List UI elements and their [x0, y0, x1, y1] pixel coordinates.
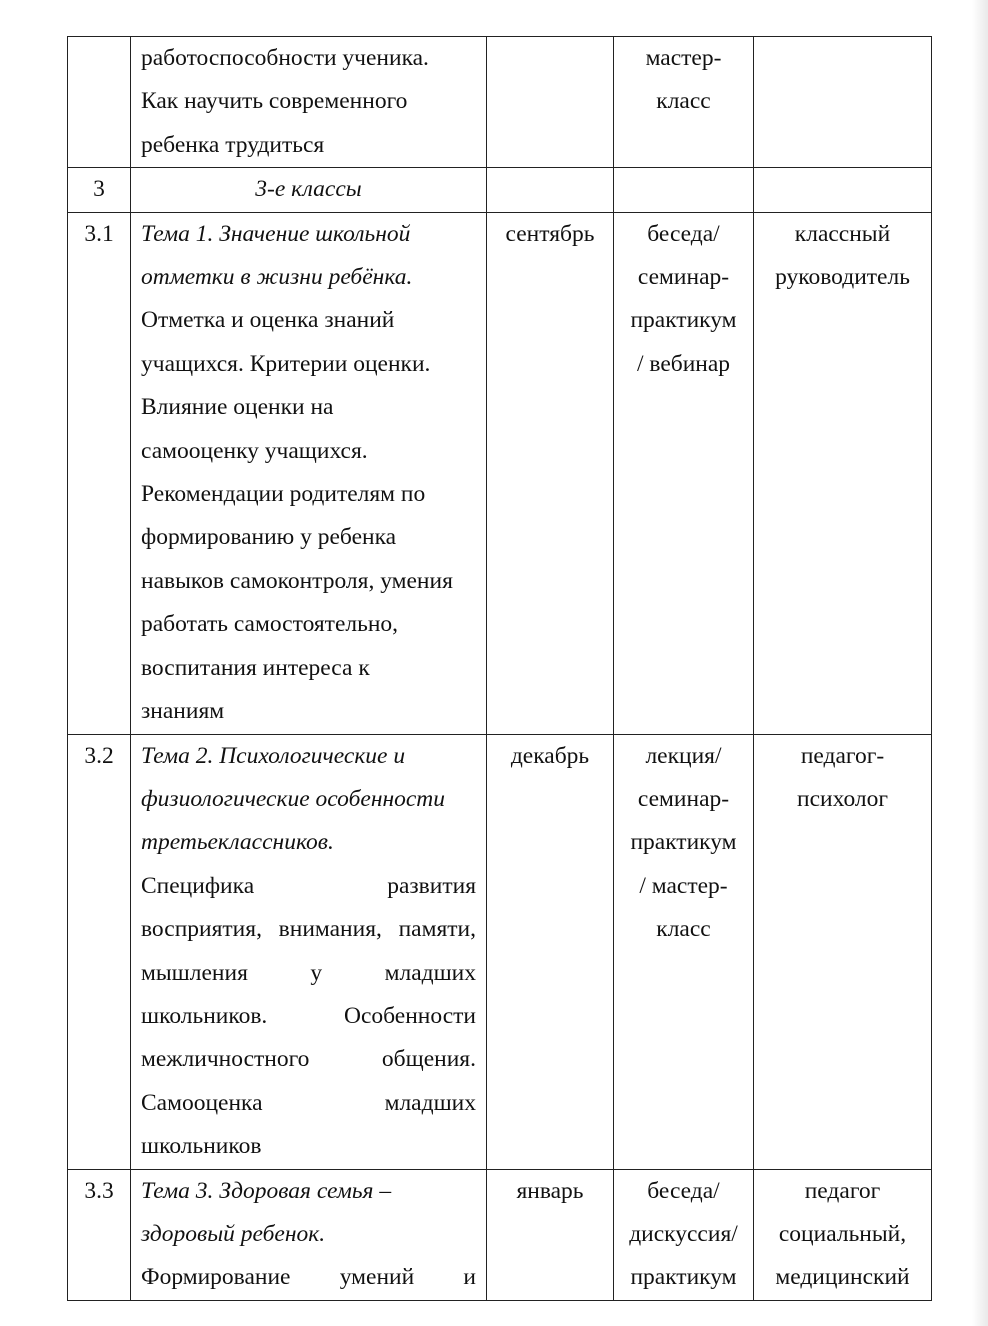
theme-line: отметки в жизни ребёнка. [141, 264, 413, 291]
form-line: беседа/ [647, 220, 720, 247]
cell-date: декабрь [487, 734, 614, 1169]
body-line: самооценку учащихся. [141, 437, 368, 464]
body-line: навыков самоконтроля, умения [141, 567, 453, 594]
theme-line: Тема 2. Психологические и [141, 742, 406, 769]
cell-responsible [754, 1169, 932, 1300]
cell-date: сентябрь [487, 212, 614, 734]
plan-table [67, 36, 932, 1301]
body-line: межличностного общения. [141, 1046, 476, 1073]
theme-line: здоровый ребенок. [141, 1220, 326, 1247]
section-title: 3-е классы [131, 168, 487, 212]
body-line: Формирование умений и [141, 1264, 476, 1291]
responsible-line: социальный, [778, 1220, 907, 1247]
cell-date [487, 168, 614, 212]
table-row [68, 1169, 932, 1300]
body-line: школьников [141, 1133, 262, 1160]
table-row-section [68, 168, 932, 212]
cell-date: январь [487, 1169, 614, 1300]
cell-form [614, 1169, 754, 1300]
form-line: практикум [630, 1264, 737, 1291]
body-line: Самооценка младших [141, 1089, 476, 1116]
cell-form [614, 37, 754, 168]
form-line: класс [656, 88, 711, 115]
table-row [68, 212, 932, 734]
form-line: беседа/ [647, 1177, 720, 1204]
cell-responsible [754, 212, 932, 734]
cell-date [487, 37, 614, 168]
form-line: семинар- [637, 264, 730, 291]
form-line: практикум [630, 829, 737, 856]
body-line: Специфика развития [141, 872, 476, 899]
body-line: Отметка и оценка знаний [141, 307, 395, 334]
body-line: знаниям [141, 698, 225, 725]
responsible-line: педагог- [800, 742, 885, 769]
form-line: / вебинар [636, 350, 731, 377]
section-number: 3 [68, 168, 131, 212]
theme-line: Тема 1. Значение школьной [141, 220, 411, 247]
cell-responsible [754, 37, 932, 168]
theme-line: третьеклассников. [141, 829, 334, 856]
responsible-line: классный [794, 220, 891, 247]
form-line: мастер- [645, 45, 722, 71]
cell-form [614, 168, 754, 212]
cell-topic [131, 212, 487, 734]
body-line: Рекомендации родителям по [141, 481, 426, 508]
responsible-line: руководитель [775, 264, 910, 291]
cell-form [614, 212, 754, 734]
cell-topic [131, 734, 487, 1169]
topic-line: ребенка трудиться [141, 131, 325, 158]
cell-number [68, 37, 131, 168]
body-line: школьников. Особенности [141, 1002, 476, 1029]
cell-responsible [754, 168, 932, 212]
body-line: учащихся. Критерии оценки. [141, 350, 431, 377]
body-line: Влияние оценки на [141, 394, 334, 421]
theme-line: физиологические особенности [141, 785, 446, 812]
cell-form [614, 734, 754, 1169]
table-row [68, 734, 932, 1169]
row-number: 3.3 [68, 1169, 131, 1300]
cell-topic [131, 37, 487, 168]
row-number: 3.2 [68, 734, 131, 1169]
responsible-line: психолог [797, 785, 888, 812]
topic-line: работоспособности ученика. [141, 45, 429, 71]
body-line: мышления у младших [141, 959, 476, 986]
topic-line: Как научить современного [141, 88, 408, 115]
body-line: формированию у ребенка [141, 524, 397, 551]
table-row-continued [68, 37, 932, 168]
form-line: семинар- [637, 785, 730, 812]
row-number: 3.1 [68, 212, 131, 734]
body-line: восприятия, внимания, памяти, [141, 916, 476, 943]
form-line: практикум [630, 307, 737, 334]
cell-topic [131, 1169, 487, 1300]
theme-line: Тема 3. Здоровая семья – [141, 1177, 392, 1204]
responsible-line: медицинский [775, 1264, 910, 1291]
responsible-line: педагог [804, 1177, 881, 1204]
form-line: класс [656, 916, 711, 943]
page-edge-shadow [972, 0, 988, 1326]
body-line: воспитания интереса к [141, 654, 370, 681]
cell-responsible [754, 734, 932, 1169]
body-line: работать самостоятельно, [141, 611, 399, 638]
form-line: лекция/ [645, 742, 722, 769]
form-line: / мастер- [639, 872, 728, 899]
form-line: дискуссия/ [629, 1220, 738, 1247]
